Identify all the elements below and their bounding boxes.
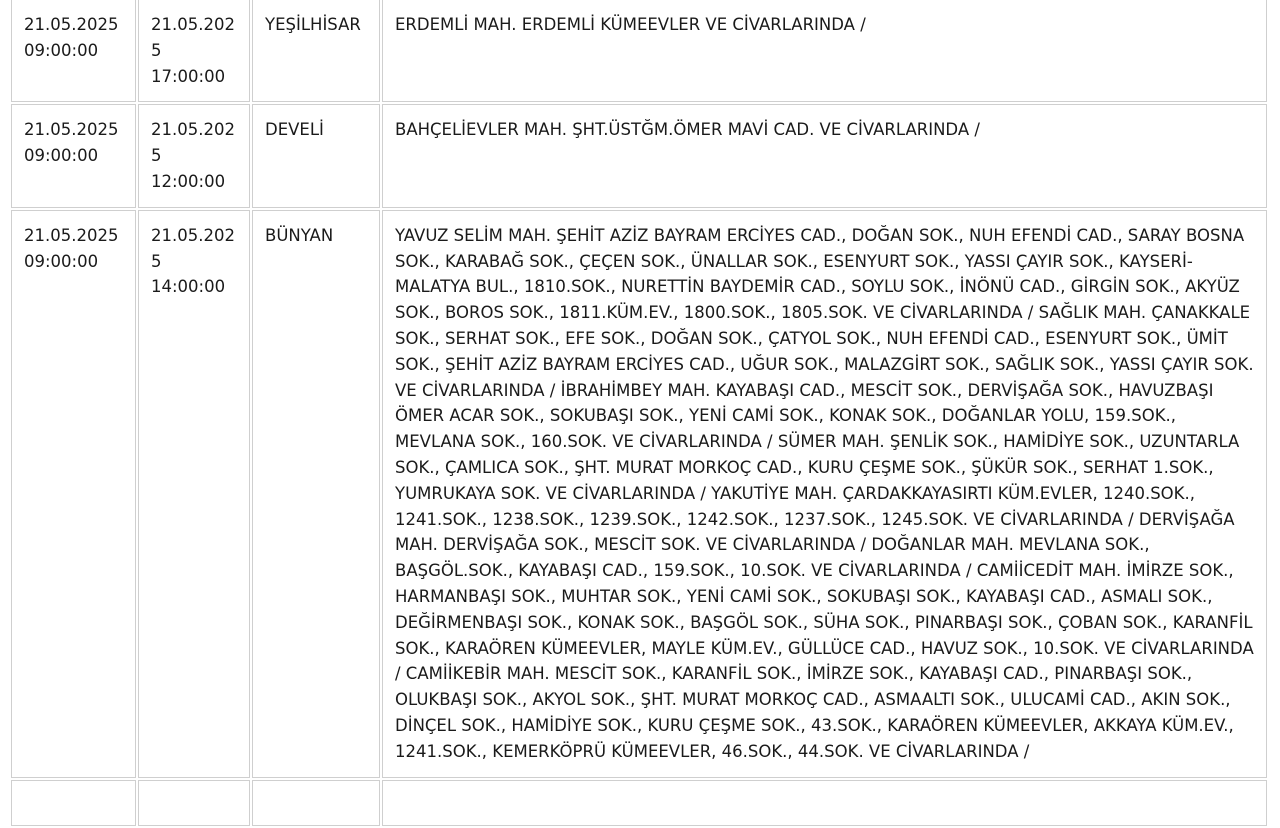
start-time: 09:00:00 <box>24 146 99 166</box>
power-outage-table <box>9 0 1269 828</box>
table-row <box>11 104 1267 207</box>
empty-cell <box>11 780 136 826</box>
end-time: 14:00:00 <box>151 277 226 297</box>
empty-cell <box>252 780 380 826</box>
description-cell: ERDEMLİ MAH. ERDEMLİ KÜMEEVLER VE CİVARLARINDA / <box>382 0 1267 102</box>
description-cell: BAHÇELİEVLER MAH. ŞHT.ÜSTĞM.ÖMER MAVİ CAD. VE CİVARLARINDA / <box>382 104 1267 207</box>
end-time: 17:00:00 <box>151 66 226 86</box>
end-time: 12:00:00 <box>151 171 226 191</box>
district-cell: YEŞİLHİSAR <box>252 0 380 102</box>
end-date: 21.05.2025 <box>151 15 235 60</box>
start-datetime-cell <box>11 0 136 102</box>
start-datetime-cell <box>11 210 136 778</box>
table-row <box>11 0 1267 102</box>
empty-cell <box>382 780 1267 826</box>
district-cell: DEVELİ <box>252 104 380 207</box>
end-datetime-cell <box>138 210 250 778</box>
district-cell: BÜNYAN <box>252 210 380 778</box>
end-datetime-cell <box>138 0 250 102</box>
start-time: 09:00:00 <box>24 251 99 271</box>
description-cell: YAVUZ SELİM MAH. ŞEHİT AZİZ BAYRAM ERCİYES CAD., DOĞAN SOK., NUH EFENDİ CAD., SARAY BOSNA SOK., KARABAĞ SOK., ÇEÇEN SOK., ÜNALLAR SOK., ESENYURT SOK., YASSI ÇAYIR SOK., KAYSERİ-MALATYA BUL., 1810.SOK., NURETTİN BAYDEMİR CAD., SOYLU SOK., İNÖNÜ CAD., GİRGİN SOK., AKYÜZ SOK., BOROS SOK., 1811.KÜM.EV., 1800.SOK., 1805.SOK. VE CİVARLARINDA / SAĞLIK MAH. ÇANAKKALE SOK., SERHAT SOK., EFE SOK., DOĞAN SOK., ÇATYOL SOK., NUH EFENDİ CAD., ESENYURT SOK., ÜMİT SOK., ŞEHİT AZİZ BAYRAM ERCİYES CAD., UĞUR SOK., MALAZGİRT SOK., SAĞLIK SOK., YASSI ÇAYIR SOK. VE CİVARLARINDA / İBRAHİMBEY MAH. KAYABAŞI CAD., MESCİT SOK., DERVİŞAĞA SOK., HAVUZBAŞI ÖMER ACAR SOK., SOKUBAŞI SOK., YENİ CAMİ SOK., KONAK SOK., DOĞANLAR YOLU, 159.SOK., MEVLANA SOK., 160.SOK. VE CİVARLARINDA / SÜMER MAH. ŞENLİK SOK., HAMİDİYE SOK., UZUNTARLA SOK., ÇAMLICA SOK., ŞHT. MURAT MORKOÇ CAD., KURU ÇEŞME SOK., ŞÜKÜR SOK., SERHAT 1.SOK., YUMRUKAYA SOK. VE CİVARLARINDA / YAKUTİYE MAH. ÇARDAKKAYASIRTI KÜM.EVLER, 1240.SOK., 1241.SOK., 1238.SOK., 1239.SOK., 1242.SOK., 1237.SOK., 1245.SOK. VE CİVARLARINDA / DERVİŞAĞA MAH. DERVİŞAĞA SOK., MESCİT SOK. VE CİVARLARINDA / DOĞANLAR MAH. MEVLANA SOK., BAŞGÖL.SOK., KAYABAŞI CAD., 159.SOK., 10.SOK. VE CİVARLARINDA / CAMİİCEDİT MAH. İMİRZE SOK., HARMANBAŞI SOK., MUHTAR SOK., YENİ CAMİ SOK., SOKUBAŞI SOK., KAYABAŞI CAD., ASMALI SOK., DEĞİRMENBAŞI SOK., KONAK SOK., BAŞGÖL SOK., SÜHA SOK., PINARBAŞI SOK., ÇOBAN SOK., KARANFİL SOK., KARAÖREN KÜMEEVLER, MAYLE KÜM.EV., GÜLLÜCE CAD., HAVUZ SOK., 10.SOK. VE CİVARLARINDA / CAMİİKEBİR MAH. MESCİT SOK., KARANFİL SOK., İMİRZE SOK., KAYABAŞI CAD., PINARBAŞI SOK., OLUKBAŞI SOK., AKYOL SOK., ŞHT. MURAT MORKOÇ CAD., ASMAALTI SOK., ULUCAMİ CAD., AKIN SOK., DİNÇEL SOK., HAMİDİYE SOK., KURU ÇEŞME SOK., 43.SOK., KARAÖREN KÜMEEVLER, AKKAYA KÜM.EV., 1241.SOK., KEMERKÖPRÜ KÜMEEVLER, 46.SOK., 44.SOK. VE CİVARLARINDA / <box>382 210 1267 778</box>
table-row-partial <box>11 780 1267 826</box>
start-datetime-cell <box>11 104 136 207</box>
outage-table-container <box>9 0 1269 828</box>
table-row <box>11 210 1267 778</box>
empty-cell <box>138 780 250 826</box>
end-date: 21.05.2025 <box>151 120 235 166</box>
start-date: 21.05.2025 <box>24 15 119 34</box>
start-date: 21.05.2025 <box>24 225 119 245</box>
end-date: 21.05.2025 <box>151 225 235 271</box>
start-time: 09:00:00 <box>24 40 99 60</box>
end-datetime-cell <box>138 104 250 207</box>
start-date: 21.05.2025 <box>24 120 119 140</box>
